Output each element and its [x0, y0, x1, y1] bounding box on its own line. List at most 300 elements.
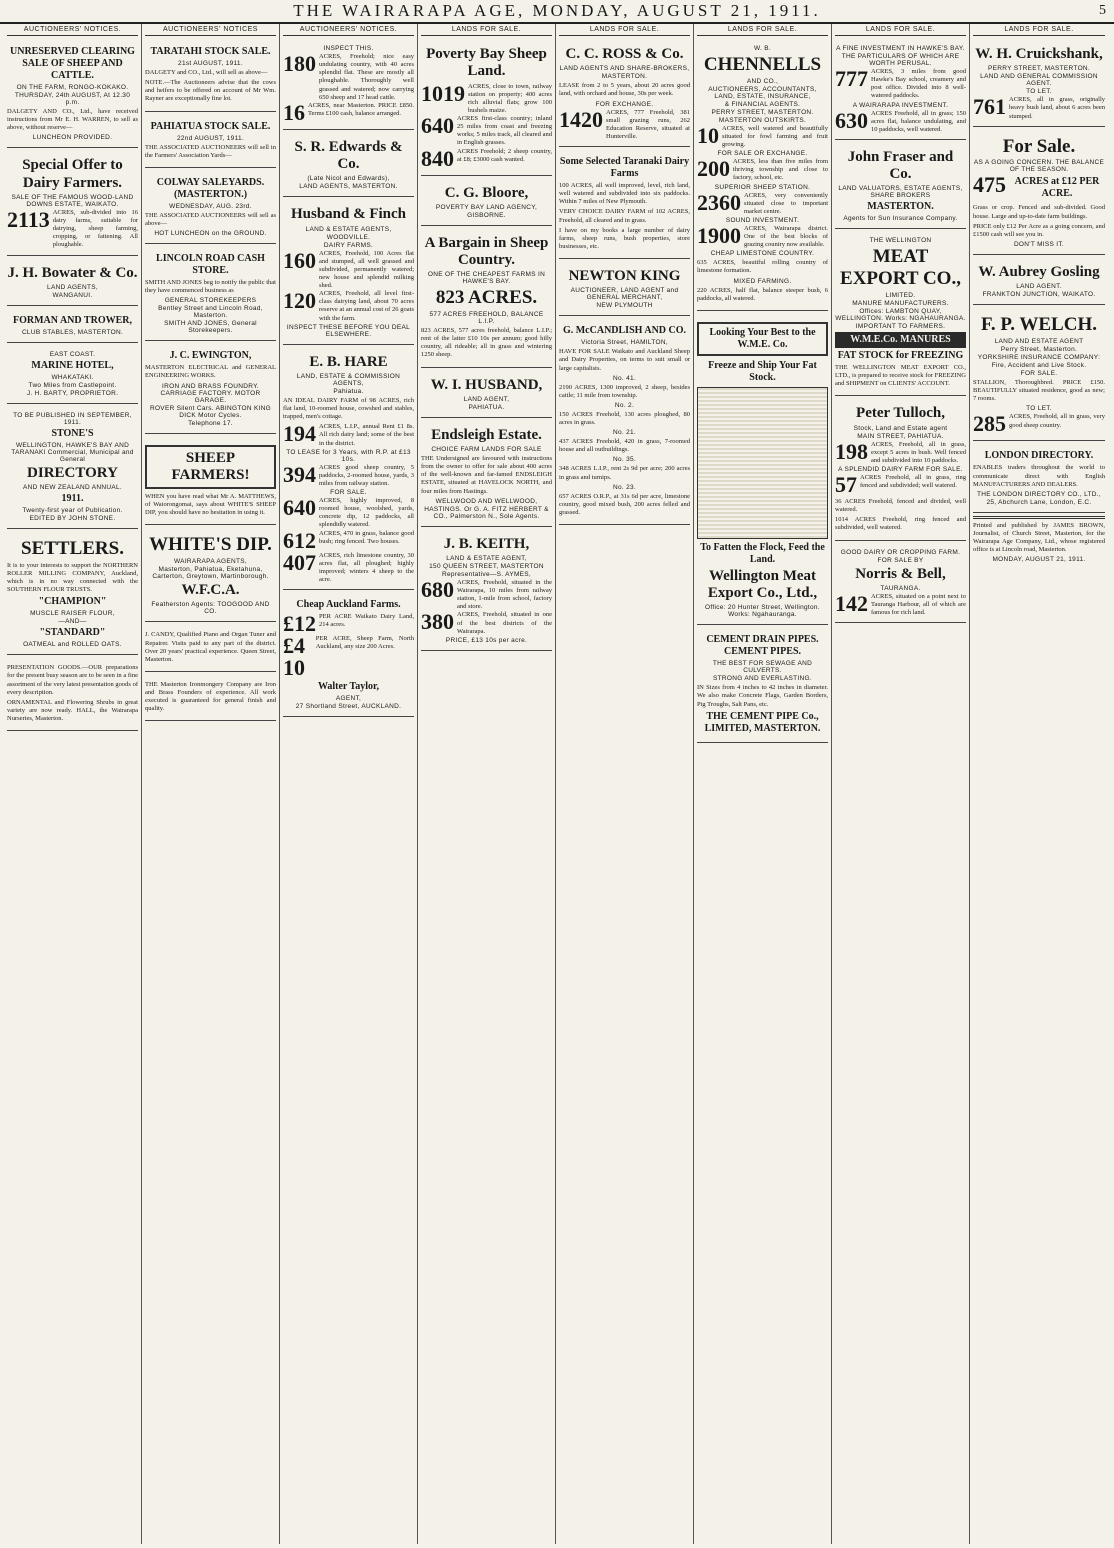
- agent-name: C. G. Bloore,: [444, 184, 529, 201]
- advert-tolet: TO LET.: [1026, 405, 1052, 413]
- advert-body: ACRES, sub-divided into 16 dairy farms, suitable for dairying, sheep farming, cropping, or fattening. All ploughable.: [52, 208, 138, 249]
- advert-subtitle: SALE OF THE FAMOUS WOOD-LAND DOWNS ESTATE, WAIKATO.: [11, 193, 134, 208]
- agent-financial: & FINANCIAL AGENTS.: [724, 100, 801, 108]
- advert-ross: [559, 40, 690, 147]
- lot-number: No. 21.: [612, 429, 637, 437]
- advert-body: ACRES, Freehold, 100 Acres flat and stumped, all well grassed and subdivided, permanently watered; new house and splendid milking shed.: [319, 249, 414, 289]
- advert-ironmongery: [145, 675, 276, 722]
- advert-newton-king: [559, 262, 690, 316]
- price-line: [283, 613, 414, 635]
- advert-bowater: [7, 259, 138, 306]
- acreage-line: [973, 413, 1105, 435]
- advert-title: For Sale.: [1002, 135, 1076, 157]
- advert-body: PER ACRE, Sheep Farm, North Auckland, any size 200 Acres.: [315, 635, 414, 651]
- advert-title: CEMENT DRAIN PIPES. CEMENT PIPES.: [706, 634, 819, 658]
- agent-role: LAND AGENTS,: [47, 283, 98, 291]
- advert-body: J. CANDY, Qualified Piano and Organ Tuner and Repairer. Visits paid to any part of the district. Over 20 years' practical experience. Queen Street, Masterton.: [145, 631, 276, 663]
- advert-title: Some Selected Taranaki Dairy Farms: [559, 156, 690, 179]
- advert-title: COLWAY SALEYARDS. (MASTERTON.): [156, 176, 265, 200]
- advert-body: ACRES, Wairarapa district. One of the best blocks of grazing country now available.: [744, 224, 828, 249]
- column-heading: LANDS FOR SALE.: [697, 24, 828, 36]
- acreage-number: 680: [421, 576, 454, 602]
- advert-title: SETTLERS.: [21, 538, 124, 559]
- advert-directory: DIRECTORY: [27, 464, 118, 481]
- advert-strong: STRONG AND EVERLASTING.: [712, 675, 812, 683]
- advert-body: ACRES, L.I.P., annual Rent £1 8s. All rich dairy land; some of the best in the district.: [319, 423, 414, 447]
- column-6: [694, 24, 832, 1544]
- acreage-number: 630: [835, 107, 868, 133]
- agent-place: FRANKTON JUNCTION, WAIKATO.: [982, 291, 1096, 299]
- advert-body: 220 ACRES, half flat, balance steeper bush, 6 paddocks, all watered.: [697, 286, 828, 302]
- column-1: [4, 24, 142, 1544]
- section-title: GOOD DAIRY OR CROPPING FARM.: [840, 548, 961, 556]
- acreage-line: [421, 80, 552, 116]
- advert-address: Office: 20 Hunter Street, Wellington. Works: Ngahauranga.: [705, 604, 820, 619]
- advert-marine-hotel: [7, 346, 138, 404]
- acreage-line: [283, 527, 414, 553]
- advert-subtitle: GENERAL STOREKEEPERS: [164, 297, 257, 305]
- advert-husband: [421, 371, 552, 418]
- acreage-number: 407: [283, 549, 316, 575]
- section-title: CHEAP LIMESTONE COUNTRY.: [710, 250, 815, 258]
- agent-place: GISBORNE.: [467, 211, 506, 219]
- price-number: £4 10: [283, 633, 305, 680]
- advert-title: Special Offer to Dairy Farmers.: [22, 157, 123, 191]
- lot-body: 657 ACRES O.R.P., at 31s 6d per acre, limestone country, good mixed bush, 200 acres felled and grassed.: [559, 492, 690, 516]
- advert-pahiatua-sale: [145, 115, 276, 168]
- acreage-line: [559, 106, 690, 142]
- advert-ewington: [145, 344, 276, 433]
- agent-role: LAND AGENTS, MASTERTON.: [299, 183, 398, 191]
- advert-agents: WAIRARAPA AGENTS,: [173, 558, 247, 566]
- advert-nursery: ORNAMENTAL and Flowering Shrubs in great variety are now ready. HALL, the Wairarapa Nurseries, Masterton.: [7, 698, 138, 723]
- acreage-number: 475: [973, 172, 1006, 198]
- acreage-number: 612: [283, 527, 316, 553]
- agent-name: E. B. HARE: [309, 353, 388, 370]
- advert-subtitle: FOR EXCHANGE.: [595, 100, 654, 108]
- advert-auckland-farms: [283, 593, 414, 717]
- advert-body: ACRES, Freehold, all in grass, very good sheep country.: [1009, 413, 1105, 429]
- column-7: [832, 24, 970, 1544]
- advert-offices: Offices: LAMBTON QUAY, WELLINGTON. Works: NGAHAURANGA.: [835, 308, 966, 323]
- advert-proprietor: J. H. BARTY, PROPRIETOR.: [26, 389, 119, 397]
- acreage-number: 16: [283, 99, 305, 125]
- advert-subtitle: CLUB STABLES, MASTERTON.: [21, 328, 124, 336]
- advert-body: 635 ACRES, beautiful rolling country of limestone formation.: [697, 259, 828, 275]
- advert-books: I have on my books a large number of dairy farms, sheep runs, bush properties, store businesses, etc.: [559, 226, 690, 250]
- lot-body: 348 ACRES L.I.P., rent 2s 9d per acre; 200 acres in grass and turnips.: [559, 465, 690, 481]
- advert-body: ACRES, Freehold, all in grass, except 5 acres in bush. Well fenced and subdivided into 10 paddocks.: [871, 440, 966, 464]
- advert-places: Masterton, Pahiatua, Eketahuna, Carterton, Greytown, Martinborough.: [152, 566, 269, 581]
- advert-subtitle: THE BEST FOR SEWAGE AND CULVERTS.: [712, 660, 813, 675]
- agent-role: LAND AGENTS AND SHARE-BROKERS,: [559, 65, 690, 73]
- acreage-number: 1420: [559, 106, 603, 132]
- advert-title: MEAT EXPORT CO.,: [840, 246, 961, 290]
- lot-number: No. 41.: [612, 374, 637, 382]
- advert-subtitle: AS A GOING CONCERN. THE BALANCE OF THE SEASON.: [973, 159, 1105, 174]
- advert-body: ACRES, Freehold, all level first-class dairying land, about 70 acres reserve at an annual cost of 26 goats with the farm.: [319, 290, 414, 322]
- advert-body: ACRES, well watered and beautifully situated for fowl farming and fruit growing.: [722, 124, 828, 149]
- advert-body: ACRES, close to town, railway station on property; 400 acres rich alluvial flats; grow 100 bushels maize.: [468, 82, 552, 114]
- advert-chennells: [697, 40, 828, 311]
- lot-body: 150 ACRES Freehold, 130 acres ploughed, 80 acres in grass.: [559, 410, 690, 426]
- advert-body: ACRES, 777 Freehold, 381 small grazing runs, 262 Education Reserve, situated at Hunterville.: [606, 108, 690, 140]
- advert-title: Cheap Auckland Farms.: [296, 599, 401, 610]
- advert-address: 25, Abchurch Lane, London, E.C.: [986, 498, 1092, 506]
- brand-oats: OATMEAL and ROLLED OATS.: [23, 641, 122, 649]
- advert-subtitle: Freeze and Ship Your Fat Stock.: [708, 359, 817, 383]
- advert-agents: WELLWOOD AND WELLWOOD,: [435, 497, 538, 505]
- acreage-number: 840: [421, 145, 454, 171]
- advert-name: STONE'S: [51, 427, 94, 439]
- advert-important: IMPORTANT TO FARMERS.: [855, 323, 946, 331]
- advert-settlers: [7, 532, 138, 655]
- agent-place: WOODVILLE.: [326, 233, 371, 241]
- agent-address: 27 Shortland Street, AUCKLAND.: [295, 703, 402, 710]
- column-heading: LANDS FOR SALE.: [559, 24, 690, 36]
- agent-name: J. H. Bowater & Co.: [7, 264, 138, 281]
- advert-body: Grass or crop. Fenced and sub-divided. Good house. Large and up-to-date farm buildings.: [973, 204, 1105, 220]
- section-title: SOUND INVESTMENT.: [725, 216, 800, 224]
- advert-whites-dip: [145, 528, 276, 622]
- acreage-number: 761: [973, 94, 1006, 120]
- acreage-line: [697, 122, 828, 149]
- column-heading: AUCTIONEERS' NOTICES: [145, 24, 276, 36]
- brand-champion: "CHAMPION": [38, 596, 107, 608]
- advert-title: MARINE HOTEL,: [31, 359, 114, 371]
- agent-role: AGENT,: [335, 695, 362, 702]
- acreage-number: 394: [283, 461, 316, 487]
- acreage-number: 1019: [421, 80, 465, 106]
- advert-body: ACRES, situated on a point next to Tauranga Harbour, all of which are famous for rich land.: [871, 592, 966, 617]
- advert-title: INSPECT THIS.: [323, 45, 374, 52]
- advert-london-directory: [973, 444, 1105, 512]
- column-4: [418, 24, 556, 1544]
- advert-stones-directory: [7, 407, 138, 529]
- acreage-line: [283, 549, 414, 585]
- advert-company: THE LONDON DIRECTORY CO., LTD.,: [976, 490, 1102, 498]
- advert-lease: TO LEASE for 3 Years, with R.P. at £13 10s.: [286, 448, 411, 463]
- agent-fire: Fire, Accident and Live Stock.: [991, 362, 1087, 370]
- advert-body: THE ASSOCIATED AUCTIONEERS will sell as above—: [145, 211, 276, 227]
- advert-body: ENABLES traders throughout the world to communicate direct with English MANUFACTURERS AND DEALERS.: [973, 464, 1105, 488]
- agent-co: AND CO.,: [746, 77, 779, 85]
- advert-name: J. C. EWINGTON,: [169, 350, 252, 362]
- acreage-line: [973, 174, 1105, 202]
- advert-inspect-this: [283, 40, 414, 130]
- lot-number: No. 2.: [614, 401, 635, 409]
- acreage-number: 180: [283, 51, 316, 76]
- advert-body: WHEN you have read what Mr A. MATTHEWS, of Waiorongomai, says about WHITE'S SHEEP DIP, you should have no hesitation in using it.: [145, 493, 276, 517]
- agent-insurance: YORKSHIRE INSURANCE COMPANY:: [977, 354, 1101, 362]
- acreage-line: [697, 222, 828, 249]
- agent-name: F. P. WELCH.: [981, 314, 1097, 336]
- advert-body: ACRES, Freehold, situated in the Wairarapa, 10 miles from railway station, 1-mile from school, factory and store.: [457, 578, 552, 611]
- advert-note: NOTE.—The Auctioneers advise that the cows and heifers to be offered on account of Mr Wm. Rayner are exceptionally fine lot.: [145, 79, 276, 103]
- acreage-line: [421, 145, 552, 171]
- advert-price-note: PRICE only £12 Per Acre as a going concern, and £1500 cash will see you in.: [973, 222, 1105, 238]
- acreage-number: 120: [283, 288, 316, 314]
- advert-wfca: W.F.C.A.: [181, 582, 240, 599]
- advert-body: LEASE from 2 to 5 years, about 20 acres good land, with orchard and house, 30s per week.: [559, 82, 690, 98]
- acreage-number: 1900: [697, 222, 741, 248]
- advert-cruickshank: [973, 40, 1105, 127]
- advert-place: ON THE FARM, RONGO-KOKAKO.: [16, 84, 129, 91]
- advert-telephone: Telephone 17.: [188, 419, 233, 427]
- acreage-number: 194: [283, 421, 316, 447]
- advert-for-sale-concern: [973, 130, 1105, 255]
- acreage-number: 200: [697, 156, 730, 182]
- column-8: [970, 24, 1108, 1544]
- advert-body: DALGETY AND CO., Ltd., have received instructions from Mr E. H. WARREN, to sell as above, without reserve—: [7, 108, 138, 132]
- advert-rover: ROVER Silent Cars. ABINGTON KING DICK Motor Cycles.: [149, 404, 272, 419]
- brand-flour: MUSCLE RAISER FLOUR,: [30, 610, 115, 618]
- advert-body: THE WELLINGTON MEAT EXPORT CO., LTD., is prepared to receive stock for FREEZING and SHIPMENT on CLIENTS' ACCOUNT.: [835, 364, 966, 388]
- acreage-line: [283, 99, 414, 125]
- imprint: Printed and published by JAMES BROWN, Journalist, of Church Street, Masterton, for the Wairarapa Age Company, Ltd., whose registered office is at Lincoln road, Masterton.: [973, 521, 1105, 554]
- advert-freezing: FAT STOCK for FREEZING: [837, 350, 964, 362]
- advert-keith: [421, 530, 552, 651]
- advert-featherston: Featherston Agents: TOOGOOD AND CO.: [151, 601, 270, 616]
- acreage-line: [835, 474, 966, 496]
- advert-taratahi-sale: [145, 40, 276, 112]
- advert-place: HASTINGS. Or G. A. FITZ HERBERT & CO., Palmerston N., Sole Agents.: [424, 505, 549, 520]
- acreage-number: 2113: [7, 206, 50, 232]
- advert-distance: Two Miles from Castlepoint.: [28, 381, 117, 389]
- agent-late: (Late Nicol and Edwards),: [307, 175, 390, 183]
- advert-body: ACRES first-class country; inland 25 miles from coast and freezing works; 5 miles track, all cleared and in English grasses.: [457, 115, 552, 147]
- advert-body: MASTERTON ELECTRICAL and GENERAL ENGINEERING WORKS.: [145, 364, 276, 380]
- advert-body: ACRES, near Masterton. PRICE £850. Terms £100 cash, balance arranged.: [308, 101, 414, 117]
- advert-body: 100 ACRES, all well improved, level, rich land, well watered and subdivided into six paddocks. Within 7 miles of New Plymouth.: [559, 182, 690, 206]
- advert-body: SMITH AND JONES beg to notify the public that they have commenced business as: [145, 279, 276, 295]
- advert-body: ACRES, 3 miles from good Hawke's Bay school, creamery and post office. Divided into 8 well-watered paddocks.: [871, 68, 966, 100]
- agent-role: LAND VALUATORS, ESTATE AGENTS, SHARE BROKERS: [838, 185, 963, 200]
- agent-name: Husband & Finch: [290, 206, 407, 223]
- advert-date: 21st AUGUST, 1911.: [178, 60, 243, 67]
- agent-role: AUCTIONEERS, ACCOUNTANTS, LAND, ESTATE, INSURANCE,: [708, 85, 817, 100]
- lot-number: No. 35.: [612, 456, 637, 464]
- advert-husband-finch: [283, 200, 414, 344]
- acreage-number: 57: [835, 472, 857, 498]
- advert-location: Bentley Street and Lincoln Road, Masterton.: [158, 305, 263, 320]
- advert-body: It is to your interests to support the NORTHERN ROLLER MILLING COMPANY, Auckland, which is in no way connected with the SOUTHERN FLOUR TRUSTS.: [7, 561, 138, 594]
- advert-body: ACRES, Freehold; nice easy undulating country, with 40 acres splendid flat. These are mostly all ploughable. Thoroughly well grassed and watered; now carrying 650 sheep and 17 head cattle.: [319, 53, 414, 101]
- advert-banner: Looking Your Best to the W.M.E. Co.: [697, 322, 828, 356]
- advert-body: ACRES, 470 in grass, balance good bush; ring fenced. Two houses.: [319, 529, 414, 545]
- acreage-number: 2360: [697, 189, 741, 215]
- advert-body: ACRES Freehold; 2 sheep country, at £8; £3000 cash wanted.: [457, 147, 552, 163]
- advert-inspect: INSPECT THESE BEFORE YOU DEAL ELSEWHERE.: [286, 323, 411, 338]
- section-title: FOR SALE OR EXCHANGE.: [717, 150, 808, 158]
- advert-gosling: [973, 258, 1105, 305]
- advert-forsale: FOR SALE.: [330, 489, 367, 496]
- agent-name: C. C. ROSS & Co.: [565, 46, 684, 62]
- advert-meat-export: [835, 232, 966, 396]
- agent-place: PAHIATUA.: [468, 403, 505, 411]
- acreage-number: 640: [283, 495, 316, 520]
- advert-body: HAVE FOR SALE Waikato and Auckland Sheep and Dairy Properties, on terms to suit small or large capitalists.: [559, 348, 690, 372]
- agent-name: W. H. Cruickshank,: [975, 46, 1103, 62]
- advert-price: PRICE, £13 10s per acre.: [445, 636, 528, 644]
- advert-body: ACRES good sheep country, 5 paddocks, 2-roomed house, yards, 3 miles from railway station.: [319, 463, 414, 487]
- advert-note: LUNCHEON PROVIDED.: [32, 134, 113, 142]
- advert-illustration: [697, 387, 828, 539]
- agent-location: Victoria Street, HAMILTON,: [581, 339, 668, 347]
- agent-address: PERRY STREET, MASTERTON.: [987, 65, 1091, 73]
- agent-name: Norris & Bell,: [855, 565, 946, 582]
- advert-the: THE WELLINGTON: [869, 237, 932, 245]
- advert-fraser: [835, 143, 966, 230]
- advert-colway-saleyards: [145, 171, 276, 244]
- advert-note: HOT LUNCHEON on the GROUND.: [154, 230, 267, 237]
- advert-place: EAST COAST.: [49, 350, 96, 358]
- acreage-number: 160: [283, 247, 316, 273]
- acreage-number: 777: [835, 66, 868, 91]
- agent-role: LAND AND ESTATE AGENT: [994, 338, 1084, 346]
- imprint-date: MONDAY, AUGUST 21, 1911.: [992, 556, 1086, 564]
- advert-manures: W.M.E.Co. MANURES: [835, 332, 966, 348]
- columns: [4, 24, 1110, 1544]
- advert-body: ACRES, less than five miles from thriving township and close to factory, school, etc.: [733, 158, 828, 182]
- advert-location: WHAKATAKI.: [51, 373, 94, 381]
- advert-title: A FINE INVESTMENT IN HAWKE'S BAY.: [836, 45, 965, 52]
- price-number: £12: [283, 611, 316, 636]
- advert-poverty-bay: [421, 40, 552, 176]
- advert-title: TARATAHI STOCK SALE.: [150, 46, 271, 57]
- advert-editor: EDITED BY JOHN STONE.: [29, 515, 116, 522]
- advert-price: ACRES at £12 PER ACRE.: [1014, 176, 1100, 200]
- advert-endsleigh: [421, 421, 552, 527]
- acreage-line: [283, 461, 414, 488]
- advert-cement-pipes: [697, 628, 828, 742]
- agent-address: MAIN STREET, PAHIATUA.: [857, 432, 944, 440]
- acreage-line: [835, 68, 966, 101]
- acreage-number: 10: [697, 122, 719, 148]
- lot-body: 2190 ACRES, 1300 improved, 2 sheep, besides cattle; 11 mile from township.: [559, 383, 690, 399]
- advert-lincoln-road-store: [145, 247, 276, 341]
- advert-body: STALLION, Thoroughbred. PRICE £150. BEAUTIFULLY situated residence, good as new; 7 rooms.: [973, 379, 1105, 403]
- advert-company: THE CEMENT PIPE Co., LIMITED, MASTERTON.: [704, 710, 821, 734]
- advert-title: A Bargain in Sheep Country.: [424, 234, 549, 268]
- advert-subtitle: CHOICE FARM LANDS FOR SALE: [431, 446, 542, 454]
- advert-tolet: TO LET.: [1026, 88, 1052, 96]
- acreage-line: [697, 158, 828, 182]
- advert-body: PRESENTATION GOODS.—OUR preparations for the present busy season are to be seen in a fine assortment of the very latest presentation goods of every description.: [7, 664, 138, 696]
- advert-date: 22nd AUGUST, 1911.: [176, 134, 245, 142]
- advert-body: ACRES Freehold, all in grass, ring fenced and subdivided; well watered.: [860, 474, 966, 490]
- agent-address: 150 QUEEN STREET, MASTERTON: [429, 562, 544, 570]
- advert-subtitle: ONE OF THE CHEAPEST FARMS IN HAWKE'S BAY.: [427, 271, 546, 286]
- section-title: SUPERIOR SHEEP STATION.: [714, 183, 811, 191]
- page-number: 5: [1099, 3, 1106, 18]
- advert-tenure: 577 ACRES FREEHOLD, BALANCE L.I.P.: [429, 311, 544, 326]
- acreage-line: [835, 107, 966, 134]
- acreage-number: 142: [835, 590, 868, 616]
- advert-title: Poverty Bay Sheep Land.: [426, 46, 547, 80]
- acreage-line: [283, 497, 414, 530]
- advert-sheep-farmers: [145, 437, 276, 526]
- advert-mccandlish: [559, 319, 690, 525]
- agent-role: LAND AGENT.: [1016, 283, 1062, 291]
- advert-body: 1014 ACRES Freehold, ring fenced and subdivided, well watered.: [835, 516, 966, 532]
- column-5: [556, 24, 694, 1544]
- advert-title: UNRESERVED CLEARING SALE OF SHEEP AND CATTLE.: [10, 46, 135, 81]
- acreage-line: [283, 53, 414, 102]
- agent-name: W. Aubrey Gosling: [978, 263, 1100, 280]
- advert-dairy-farmers: [7, 151, 138, 255]
- advert-body: DALGETY and CO., Ltd., will sell as above—: [145, 69, 268, 76]
- agent-insurance: Agents for Sun Insurance Company.: [843, 215, 958, 223]
- section-title: MASTERTON OUTSKIRTS.: [718, 116, 807, 124]
- advert-body: IN Sizes from 4 inches to 42 inches in diameter. We also make Concrete Flags, Garden Borders, Pig Troughs, Salt Pans, etc.: [697, 684, 828, 708]
- advert-subtitle: DAIRY FARMS.: [323, 241, 374, 249]
- column-heading: LANDS FOR SALE.: [835, 24, 966, 36]
- masthead: [0, 0, 1114, 24]
- column-3: [280, 24, 418, 1544]
- advert-annual: AND NEW ZEALAND ANNUAL.: [22, 484, 122, 491]
- advert-bloore: [421, 179, 552, 226]
- agent-role: LAND & ESTATE AGENT,: [446, 554, 527, 562]
- advert-date: WEDNESDAY, AUG. 23rd.: [169, 202, 252, 210]
- agent-role: LAND, ESTATE & COMMISSION AGENTS,: [296, 372, 401, 387]
- advert-clearing-sale: [7, 40, 138, 148]
- advert-body: ACRES, very conveniently situated close to important market centre.: [744, 191, 828, 215]
- brand-and: —AND—: [58, 618, 87, 626]
- agent-place: PERRY STREET, MASTERTON.: [711, 108, 814, 116]
- advert-wme-illustrated: [697, 314, 828, 626]
- acreage-line: [283, 290, 414, 323]
- advert-limited: LIMITED.: [885, 292, 916, 300]
- advert-norris-bell: [835, 544, 966, 624]
- column-heading: AUCTIONEERS' NOTICES.: [7, 24, 138, 36]
- section-title: MIXED FARMING.: [733, 277, 792, 285]
- agent-name: John Fraser and Co.: [847, 148, 954, 183]
- agent-name: S. R. Edwards & Co.: [294, 138, 403, 172]
- agent-place: NEW PLYMOUTH: [596, 302, 653, 310]
- advert-body: ACRES, rich limestone country, 30 acres flat, all ploughed; highly improved; winters 4 sheep to the acre.: [319, 551, 414, 583]
- advert-tulloch: [835, 399, 966, 540]
- acreage-line: [697, 189, 828, 216]
- agent-place: WANGANUI.: [52, 291, 93, 299]
- acreage-number: 380: [421, 609, 454, 635]
- advert-choice: VERY CHOICE DAIRY FARM of 102 ACRES, Freehold, all cleared and in grass.: [559, 208, 690, 224]
- agent-name: G. McCANDLISH AND CO.: [562, 325, 687, 337]
- advert-title: WHITE'S DIP.: [149, 534, 272, 556]
- acreage-line: [973, 96, 1105, 120]
- agent-role: POVERTY BAY LAND AGENCY,: [435, 203, 538, 211]
- advert-forsale: FOR SALE BY: [877, 556, 924, 564]
- advert-title: PAHIATUA STOCK SALE.: [150, 120, 271, 132]
- advert-title: SHEEP FARMERS!: [145, 445, 276, 490]
- advert-subtitle: IRON AND BRASS FOUNDRY. CARRIAGE FACTORY. MOTOR GARAGE.: [160, 382, 261, 404]
- agent-name: J. B. KEITH,: [443, 535, 530, 552]
- advert-body: 823 ACRES, 577 acres freehold, balance L.I.P.; rent of the latter £10 10s per annum; good hilly country, all rideable; all in grass and wintering 1250 sheep.: [421, 327, 552, 359]
- advert-body: PER ACRE Waikato Dairy Land, 214 acres.: [319, 613, 414, 629]
- advert-body: THE Undersigned are favoured with instructions from the owner to offer for sale about 400 acres of the well-known and far-famed ENDSLEIGH ESTATE, situated at HAVELOCK NORTH, and four miles from Hastings.: [421, 455, 552, 495]
- acreage-number: 640: [421, 113, 454, 138]
- agent-name: W. I. HUSBAND,: [430, 376, 543, 393]
- acreage-line: [283, 423, 414, 447]
- acreage-line: [421, 576, 552, 612]
- agent-role: Stock, Land and Estate agent: [853, 424, 948, 432]
- advert-year: 1911.: [61, 493, 84, 504]
- acreage-line: [421, 115, 552, 148]
- agent-role: LAND & ESTATE AGENTS,: [305, 225, 392, 233]
- advert-hare: [283, 348, 414, 590]
- advert-miss: DON'T MISS IT.: [1013, 240, 1065, 248]
- masthead-title: THE WAIRARAPA AGE, MONDAY, AUGUST 21, 1911.: [293, 1, 821, 20]
